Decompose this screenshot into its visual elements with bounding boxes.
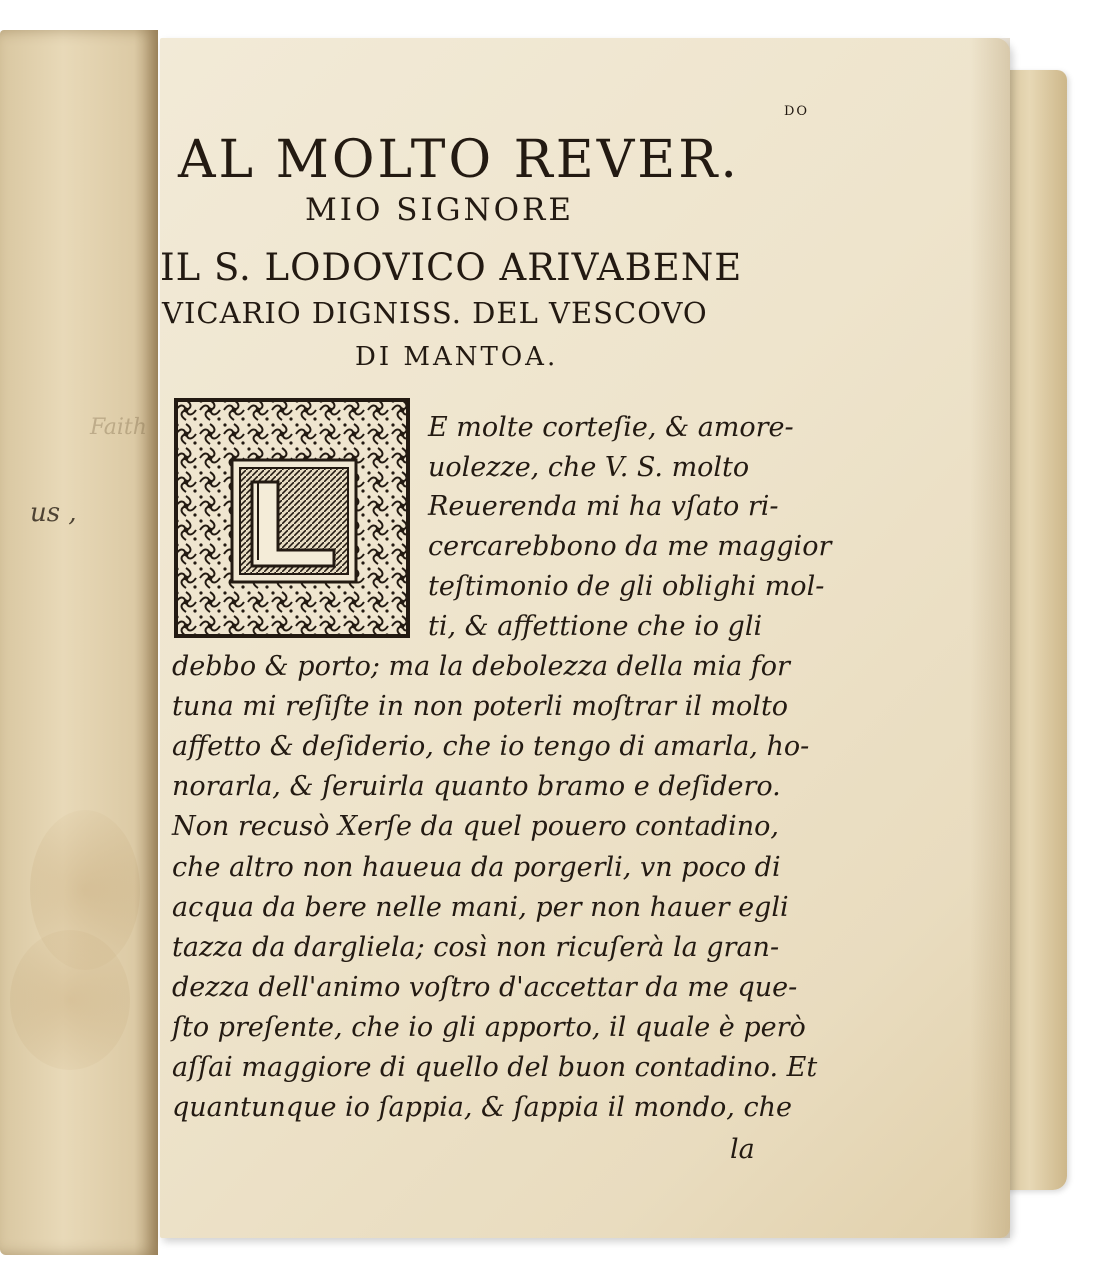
body-line: dezza dell'animo voſtro d'accettar da me que- [172, 972, 798, 1003]
body-line: cercarebbono da me maggior [428, 531, 832, 562]
body-line: la [730, 1134, 755, 1165]
body-line: debbo & porto; ma la debolezza della mia for [172, 651, 790, 682]
body-line: E molte corteſie, & amore- [428, 412, 794, 443]
heading-line-2: MIO SIGNORE [305, 192, 575, 228]
body-line: Reuerenda mi ha vſato ri- [428, 491, 779, 522]
heading-line-4: VICARIO DIGNISS. DEL VESCOVO [162, 296, 708, 330]
heading-line-3: IL S. LODOVICO ARIVABENE [160, 246, 743, 289]
body-line: affetto & deſiderio, che io tengo di amarla, ho- [172, 731, 810, 762]
body-line: ſto preſente, che io gli apporto, il quale è però [172, 1012, 806, 1043]
ornamental-initial [174, 398, 410, 638]
heading-line-5: DI MANTOA. [355, 342, 559, 372]
right-page [160, 38, 1010, 1238]
body-line: ti, & affettione che io gli [428, 611, 763, 642]
body-line: tazza da dargliela; così non ricuſerà la gran- [172, 932, 780, 963]
body-line: uolezze, che V. S. molto [428, 452, 750, 483]
body-line: acqua da bere nelle mani, per non hauer egli [172, 892, 789, 923]
heading-line-1: AL MOLTO REVER. [178, 130, 740, 190]
left-page-fragment: us , [30, 498, 77, 528]
body-line: teſtimonio de gli oblighi mol- [428, 571, 825, 602]
left-page [0, 30, 158, 1255]
ornamental-initial-graphic [174, 398, 410, 638]
body-line: norarla, & ſeruirla quanto bramo e deſidero. [172, 771, 781, 802]
body-line: Non recusò Xerſe da quel pouero contadino, [172, 811, 779, 842]
body-line: che altro non haueua da porgerli, vn poco di [172, 852, 781, 883]
body-line: aſſai maggiore di quello del buon contadino. Et [172, 1052, 818, 1083]
body-line: quantunque io ſappia, & ſappia il mondo, che [172, 1092, 792, 1123]
left-page-fragment: Faith [90, 415, 147, 440]
body-line: tuna mi reſiſte in non poterli moſtrar il molto [172, 691, 789, 722]
page-block-edge [1005, 70, 1067, 1190]
water-stain [10, 930, 130, 1070]
heading-superscript: DO [784, 104, 810, 119]
page-edge-shading [970, 38, 1010, 1238]
